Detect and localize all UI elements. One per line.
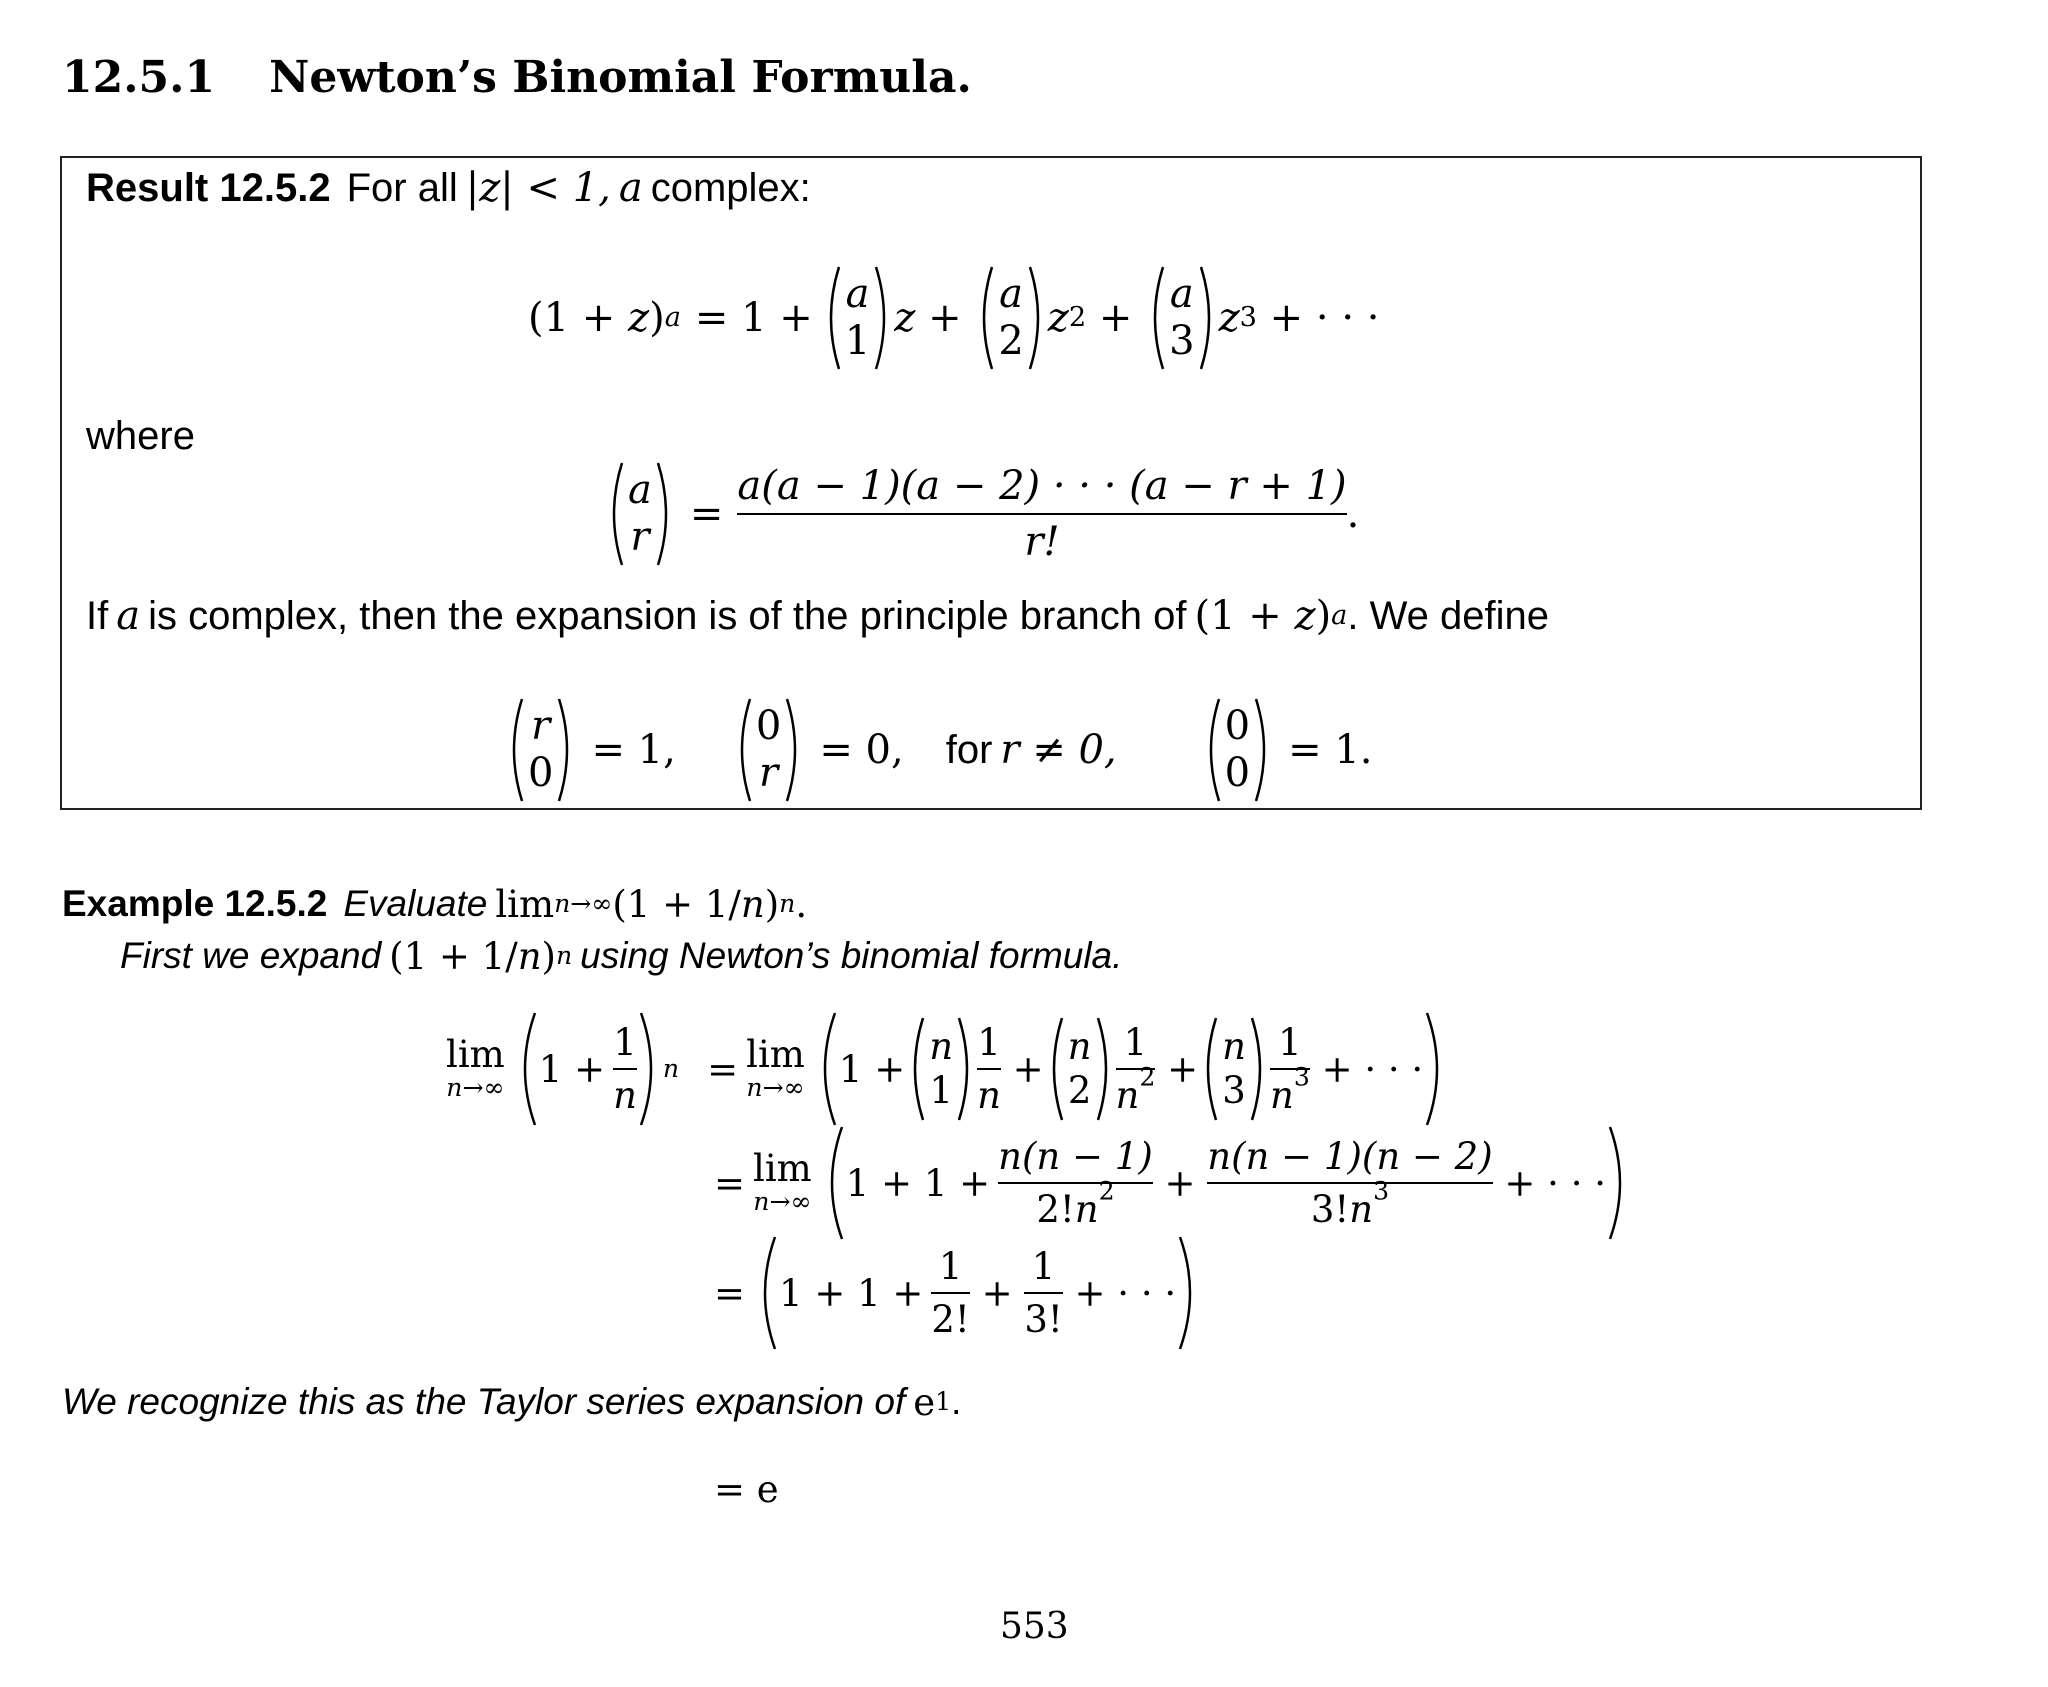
binom-a-3: a 3 — [1145, 263, 1218, 373]
section-heading — [62, 52, 972, 103]
example-line2-b: using Newton’s binomial formula. — [580, 935, 1123, 976]
example-evaluate: Evaluate — [343, 883, 488, 924]
coefficient-fraction: $\frac{a(a - 1)(a - 2) \cdot \cdot \cdot (a - r + 1)}{r!}$ — [737, 463, 1347, 565]
where-label: where — [86, 414, 195, 458]
result-intro-var: a — [618, 165, 643, 211]
binom-a-r: a r — [604, 459, 676, 569]
complex-text-3: . We define — [1347, 593, 1549, 638]
page-number: 553 — [1000, 1606, 1069, 1647]
complex-text-2: is complex, then the expansion is of the principle branch of — [148, 593, 1187, 638]
def-eq-1: = 1, — [591, 727, 676, 773]
binom-0-0: 0 0 — [1201, 695, 1274, 805]
result-intro-tail: complex: — [650, 165, 811, 210]
binomial-coefficient-definition: a r = $\frac{a(a - 1)(a - 2) \cdot \cdot \cdot (a - r + 1)}{r!}$ . — [604, 452, 1359, 576]
def-eq-3: = 1. — [1288, 727, 1373, 773]
example-expand-line: First we expand (1 + 1/ n ) n using Newton’s binomial formula. — [120, 934, 1123, 978]
binomial-expansion-equation: (1 + z ) a = 1 + a 1 z + a 2 z 2 + a 3 z 3 + · · · — [528, 258, 1379, 378]
section-title: Newton’s Binomial Formula. — [269, 52, 972, 103]
example-label: Example 12.5.2 — [62, 883, 328, 924]
recognize-sentence: We recognize this as the Taylor series expansion of e 1 . — [62, 1380, 962, 1424]
final-result: = e — [714, 1468, 779, 1511]
derivation-line-2: = lim n→∞ 1 + 1 + $\frac{n(n - 1)}{2!n^2}$ + $\frac{n(n - 1)(n - 2)}{3!n^3}$ + · · · — [714, 1118, 1632, 1248]
complex-text-1: If — [86, 593, 109, 638]
recognize-text: We recognize this as the Taylor series expansion of — [62, 1381, 906, 1422]
example-heading: Example 12.5.2 Evaluate lim n→∞ (1 + 1/ n ) n . — [62, 882, 808, 926]
result-intro — [86, 160, 811, 216]
binom-r-0: r 0 — [504, 695, 577, 805]
binom-a-1: a 1 — [821, 263, 894, 373]
def-eq-2: = 0, — [819, 727, 904, 773]
section-number: 12.5.1 — [62, 52, 216, 103]
binom-a-2: a 2 — [974, 263, 1047, 373]
result-label: Result 12.5.2 — [86, 165, 331, 210]
complex-var: a — [116, 593, 141, 639]
derivation-line-1: lim n→∞ 1 + $\frac{1}{n}$ n = lim n→∞ 1 + n 1 $\frac{1}{n}$ + n 2 $\frac{1}{n^2}$ + n 3 $\frac{1}{n^3}$ + · · · — [446, 1004, 1449, 1134]
derivation-line-3: = 1 + 1 + $\frac{1}{2!}$ + $\frac{1}{3!}$ + · · · — [714, 1228, 1202, 1358]
binom-0-r: 0 r — [732, 695, 805, 805]
for-text: for — [945, 727, 993, 772]
binomial-definitions — [504, 690, 1373, 810]
result-intro-text: For all — [346, 165, 458, 210]
complex-branch-sentence: If a is complex, then the expansion is of the principle branch of (1 + z ) a . We define — [86, 593, 1549, 639]
result-intro-math: |z| < 1, — [465, 165, 611, 211]
example-line2-a: First we expand — [120, 935, 382, 976]
def-condition: r ≠ 0, — [1000, 727, 1117, 773]
